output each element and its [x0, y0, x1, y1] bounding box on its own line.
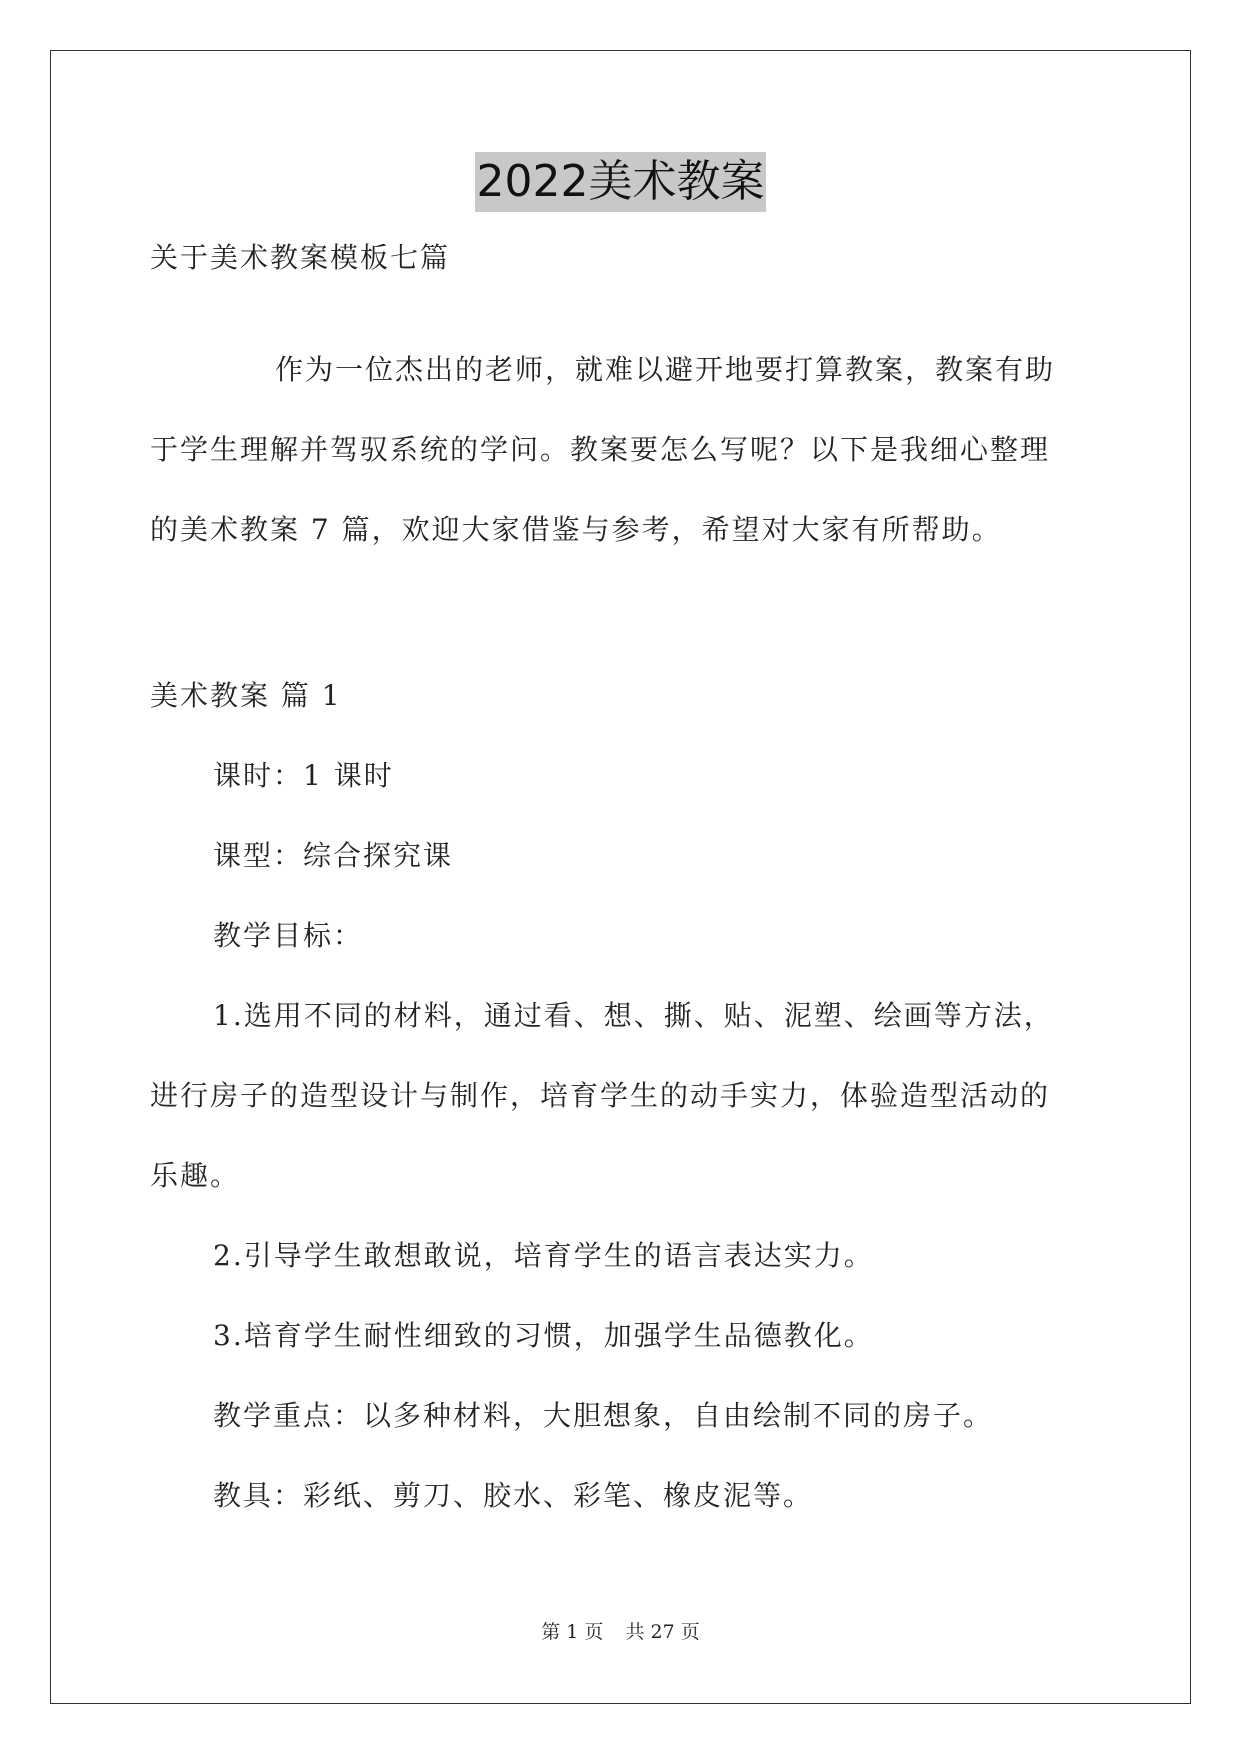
document-title: 2022美术教案	[475, 152, 767, 212]
goal-1-line-2: 进行房子的造型设计与制作，培育学生的动手实力，体验造型活动的	[150, 1079, 1051, 1112]
goal-3: 3.培育学生耐性细致的习惯，加强学生品德教化。	[213, 1319, 874, 1352]
class-type: 课型：综合探究课	[213, 839, 454, 872]
goal-1-line-3: 乐趣。	[150, 1159, 241, 1192]
title-container	[0, 152, 1241, 212]
key-points: 教学重点：以多种材料，大胆想象，自由绘制不同的房子。	[213, 1399, 994, 1432]
intro-line-3: 的美术教案 7 篇，欢迎大家借鉴与参考，希望对大家有所帮助。	[150, 513, 1002, 546]
goal-1-line-1: 1.选用不同的材料，通过看、想、撕、贴、泥塑、绘画等方法，	[213, 999, 1054, 1032]
page-number: 第 1 页	[541, 1621, 604, 1643]
class-hours: 课时：1 课时	[213, 759, 394, 792]
page-total: 共 27 页	[625, 1621, 700, 1643]
teaching-aids: 教具：彩纸、剪刀、胶水、彩笔、橡皮泥等。	[213, 1479, 814, 1512]
page-border	[50, 50, 1191, 1704]
page-footer	[0, 1620, 1241, 1644]
section-heading: 美术教案 篇 1	[150, 679, 342, 712]
intro-line-1: 作为一位杰出的老师，就难以避开地要打算教案，教案有助	[275, 353, 1056, 386]
document-subtitle: 关于美术教案模板七篇	[150, 241, 451, 274]
intro-line-2: 于学生理解并驾驭系统的学问。教案要怎么写呢？以下是我细心整理	[150, 433, 1051, 466]
goals-label: 教学目标：	[213, 919, 364, 952]
goal-2: 2.引导学生敢想敢说，培育学生的语言表达实力。	[213, 1239, 874, 1272]
